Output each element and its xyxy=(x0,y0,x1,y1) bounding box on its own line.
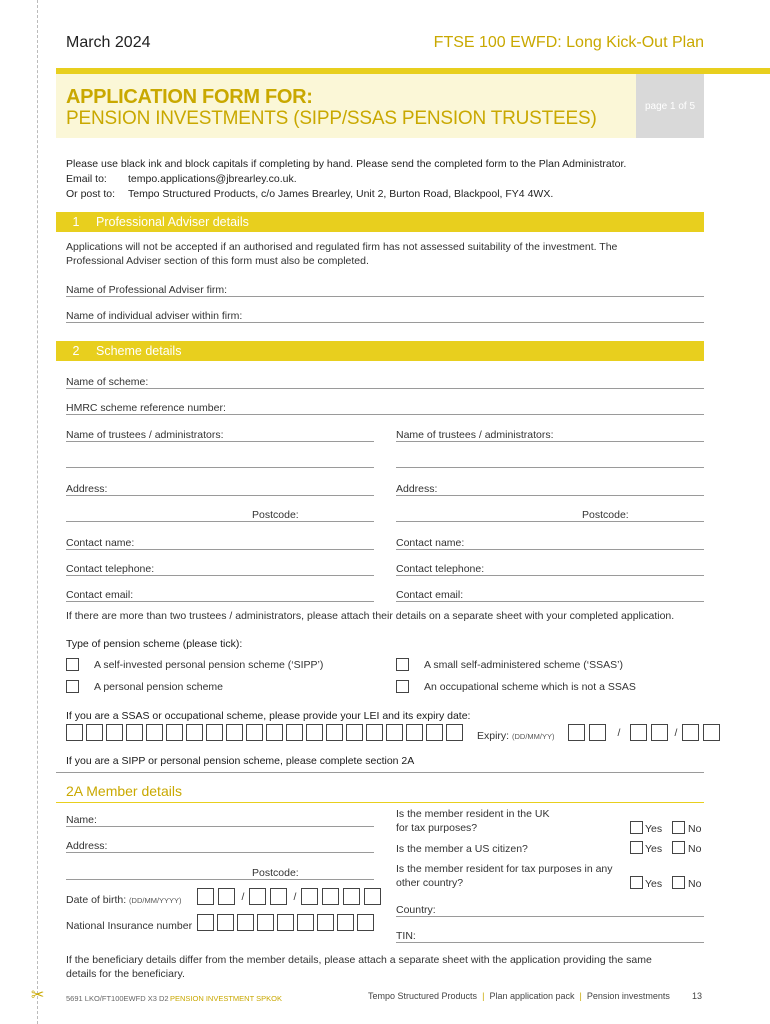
uk-resident-yes-checkbox[interactable] xyxy=(630,821,643,834)
dob-label xyxy=(66,893,182,908)
lei-cell[interactable] xyxy=(326,724,343,741)
section-2-header xyxy=(56,341,704,361)
us-citizen-no-label: No xyxy=(688,843,702,855)
dob-separator: / xyxy=(241,890,245,903)
trustee-1-address-label: Address: xyxy=(66,483,108,495)
header-date: March 2024 xyxy=(66,34,151,51)
trustee-1-telephone-field[interactable] xyxy=(66,575,374,576)
section-2a-rule xyxy=(56,802,704,803)
scheme-name-label: Name of scheme: xyxy=(66,376,149,388)
scheme-type-label: Type of pension scheme (please tick): xyxy=(66,638,243,650)
cut-line xyxy=(37,0,38,1024)
footer-page-number: 13 xyxy=(692,991,703,1001)
section-1-header xyxy=(56,212,704,232)
expiry-day-cell[interactable] xyxy=(589,724,606,741)
section-2-title: Scheme details xyxy=(96,344,182,358)
dob-separator: / xyxy=(293,890,297,903)
lei-cell[interactable] xyxy=(166,724,183,741)
pps-checkbox[interactable] xyxy=(66,680,79,693)
header-plan-name: FTSE 100 EWFD: Long Kick-Out Plan xyxy=(433,34,704,51)
uk-resident-yes-label: Yes xyxy=(645,823,663,835)
divider xyxy=(56,772,704,773)
uk-resident-question-line2: for tax purposes? xyxy=(396,822,478,834)
us-citizen-yes-checkbox[interactable] xyxy=(630,841,643,854)
trustee-1-email-field[interactable] xyxy=(66,601,374,602)
dob-format: (DD/MM/YYYY) xyxy=(129,896,182,905)
section-2a-title: 2A Member details xyxy=(66,783,182,799)
member-name-label: Name: xyxy=(66,814,97,826)
dob-year-cell[interactable] xyxy=(343,888,360,905)
other-tax-yes-checkbox[interactable] xyxy=(630,876,643,889)
sipp-option-label: A self-invested personal pension scheme (‘SIPP’) xyxy=(94,659,324,671)
lei-cell[interactable] xyxy=(286,724,303,741)
ni-number-cell[interactable] xyxy=(217,914,234,931)
other-tax-question-line1: Is the member resident for tax purposes in any xyxy=(396,863,613,875)
ni-number-cell[interactable] xyxy=(197,914,214,931)
country-label: Country: xyxy=(396,904,436,916)
member-postcode-label: Postcode: xyxy=(252,867,299,879)
member-name-field[interactable] xyxy=(66,826,374,827)
email-address[interactable]: tempo.applications@jbrearley.co.uk. xyxy=(128,173,297,185)
other-tax-no-label: No xyxy=(688,878,702,890)
form-title: APPLICATION FORM FOR: xyxy=(66,86,313,108)
lei-cell[interactable] xyxy=(386,724,403,741)
ni-number-cell[interactable] xyxy=(297,914,314,931)
expiry-label xyxy=(477,729,555,744)
scissors-icon: ✂ xyxy=(31,987,45,1004)
trustee-2-email-field[interactable] xyxy=(396,601,704,602)
hmrc-ref-field[interactable] xyxy=(66,414,704,415)
expiry-year-cell[interactable] xyxy=(703,724,720,741)
us-citizen-question: Is the member a US citizen? xyxy=(396,843,528,855)
tin-field[interactable] xyxy=(396,942,704,943)
expiry-month-cell[interactable] xyxy=(651,724,668,741)
lei-cell[interactable] xyxy=(186,724,203,741)
section-1-note-line1: Applications will not be accepted if an authorised and regulated firm has not assessed suitability of the investment. The xyxy=(66,241,618,253)
footer-doc-ref: PENSION INVESTMENT SPKOK xyxy=(170,994,282,1003)
dob-year-cell[interactable] xyxy=(322,888,339,905)
ni-number-cell[interactable] xyxy=(257,914,274,931)
trustee-1-email-label: Contact email: xyxy=(66,589,134,601)
section-1-title: Professional Adviser details xyxy=(96,215,249,229)
dob-label-text: Date of birth: xyxy=(66,894,127,906)
member-address-field[interactable] xyxy=(66,852,374,853)
lei-cell[interactable] xyxy=(146,724,163,741)
dob-month-cell[interactable] xyxy=(270,888,287,905)
country-field[interactable] xyxy=(396,916,704,917)
pps-option-label: A personal pension scheme xyxy=(94,681,223,693)
beneficiary-note xyxy=(66,953,652,981)
trustee-1-name-field[interactable] xyxy=(66,441,374,442)
member-address-label: Address: xyxy=(66,840,108,852)
expiry-format: (DD/MM/YY) xyxy=(512,732,555,741)
lei-cell[interactable] xyxy=(226,724,243,741)
us-citizen-yes-label: Yes xyxy=(645,843,663,855)
more-trustees-note: If there are more than two trustees / administrators, please attach their details on a separate sheet with your completed application. xyxy=(66,610,675,622)
trustee-2-address-field[interactable] xyxy=(396,495,704,496)
occupational-checkbox[interactable] xyxy=(396,680,409,693)
beneficiary-note-line2: details for the beneficiary. xyxy=(66,968,185,980)
ni-number-input[interactable] xyxy=(197,914,374,931)
trustee-2-contact-name-label: Contact name: xyxy=(396,537,465,549)
beneficiary-note-line1: If the beneficiary details differ from the member details, please attach a separate sheet with the application providing the same xyxy=(66,954,652,966)
lei-cell[interactable] xyxy=(266,724,283,741)
other-tax-question xyxy=(396,862,613,890)
trustee-2-name-field[interactable] xyxy=(396,441,704,442)
trustee-1-address-field[interactable] xyxy=(66,495,374,496)
expiry-month-cell[interactable] xyxy=(630,724,647,741)
trustee-2-name-label: Name of trustees / administrators: xyxy=(396,429,554,441)
intro-text xyxy=(66,157,626,202)
trustee-2-postcode-field[interactable] xyxy=(396,521,704,522)
lei-cell[interactable] xyxy=(86,724,103,741)
us-citizen-no-checkbox[interactable] xyxy=(672,841,685,854)
ssas-option-label: A small self-administered scheme (‘SSAS’) xyxy=(424,659,623,671)
dob-day-cell[interactable] xyxy=(218,888,235,905)
hmrc-ref-label: HMRC scheme reference number: xyxy=(66,402,226,414)
trustee-2-contact-name-field[interactable] xyxy=(396,549,704,550)
ni-number-cell[interactable] xyxy=(237,914,254,931)
expiry-day-cell[interactable] xyxy=(568,724,585,741)
postal-address: Tempo Structured Products, c/o James Brearley, Unit 2, Burton Road, Blackpool, FY4 4WX. xyxy=(128,188,554,200)
lei-input[interactable] xyxy=(66,724,463,741)
occupational-option-label: An occupational scheme which is not a SSAS xyxy=(424,681,636,693)
adviser-firm-field[interactable] xyxy=(66,296,704,297)
expiry-separator: / xyxy=(617,726,621,739)
trustee-2-telephone-label: Contact telephone: xyxy=(396,563,485,575)
lei-cell[interactable] xyxy=(366,724,383,741)
ni-number-label: National Insurance number xyxy=(66,920,193,932)
scheme-name-field[interactable] xyxy=(66,388,704,389)
other-tax-no-checkbox[interactable] xyxy=(672,876,685,889)
expiry-label-text: Expiry: xyxy=(477,730,510,742)
footer-section: Pension investments xyxy=(586,991,670,1001)
lei-cell[interactable] xyxy=(306,724,323,741)
sipp-checkbox[interactable] xyxy=(66,658,79,671)
lei-cell[interactable] xyxy=(106,724,123,741)
lei-cell[interactable] xyxy=(406,724,423,741)
lei-cell[interactable] xyxy=(66,724,83,741)
uk-resident-no-checkbox[interactable] xyxy=(672,821,685,834)
trustee-1-contact-name-field[interactable] xyxy=(66,549,374,550)
trustee-2-name-field-2[interactable] xyxy=(396,467,704,468)
uk-resident-no-label: No xyxy=(688,823,702,835)
lei-cell[interactable] xyxy=(426,724,443,741)
expiry-year-cell[interactable] xyxy=(682,724,699,741)
dob-input[interactable] xyxy=(197,888,383,905)
dob-year-cell[interactable] xyxy=(364,888,381,905)
trustee-2-email-label: Contact email: xyxy=(396,589,464,601)
ni-number-cell[interactable] xyxy=(317,914,334,931)
dob-month-cell[interactable] xyxy=(249,888,266,905)
email-label: Email to: xyxy=(66,173,107,185)
footer-breadcrumb: Tempo Structured Products | Plan application pack | Pension investments xyxy=(368,991,670,1001)
trustee-1-name-field-2[interactable] xyxy=(66,467,374,468)
footer-brand: Tempo Structured Products xyxy=(368,991,478,1001)
lei-cell[interactable] xyxy=(126,724,143,741)
ni-number-cell[interactable] xyxy=(337,914,354,931)
lei-label: If you are a SSAS or occupational scheme, please provide your LEI and its expiry date: xyxy=(66,710,471,722)
sipp-note: If you are a SIPP or personal pension scheme, please complete section 2A xyxy=(66,755,415,767)
ni-number-cell[interactable] xyxy=(277,914,294,931)
other-tax-yes-label: Yes xyxy=(645,878,663,890)
lei-cell[interactable] xyxy=(446,724,463,741)
ni-number-cell[interactable] xyxy=(357,914,374,931)
trustee-1-postcode-field[interactable] xyxy=(66,521,374,522)
trustee-2-address-label: Address: xyxy=(396,483,438,495)
expiry-input[interactable] xyxy=(568,724,722,741)
trustee-1-telephone-label: Contact telephone: xyxy=(66,563,155,575)
ssas-checkbox[interactable] xyxy=(396,658,409,671)
lei-cell[interactable] xyxy=(346,724,363,741)
trustee-1-postcode-label: Postcode: xyxy=(252,509,299,521)
lei-cell[interactable] xyxy=(206,724,223,741)
tin-label: TIN: xyxy=(396,930,416,942)
expiry-separator: / xyxy=(674,726,678,739)
section-1-number: 1 xyxy=(72,215,80,229)
uk-resident-question xyxy=(396,807,550,835)
form-subtitle: PENSION INVESTMENTS (SIPP/SSAS PENSION TRUSTEES) xyxy=(66,108,597,129)
uk-resident-question-line1: Is the member resident in the UK xyxy=(396,808,550,820)
adviser-name-field[interactable] xyxy=(66,322,704,323)
member-postcode-field[interactable] xyxy=(66,879,374,880)
post-label: Or post to: xyxy=(66,188,116,200)
section-2-number: 2 xyxy=(72,344,80,358)
footer-code: 5691 LKO/FT100EWFD X3 D2 xyxy=(66,994,169,1003)
trustee-1-contact-name-label: Contact name: xyxy=(66,537,135,549)
page-indicator: page 1 of 5 xyxy=(636,74,704,138)
trustee-1-name-label: Name of trustees / administrators: xyxy=(66,429,224,441)
trustee-2-postcode-label: Postcode: xyxy=(582,509,629,521)
section-1-note-line2: Professional Adviser section of this form must also be completed. xyxy=(66,255,369,267)
trustee-2-telephone-field[interactable] xyxy=(396,575,704,576)
dob-day-cell[interactable] xyxy=(197,888,214,905)
footer-pack: Plan application pack xyxy=(489,991,575,1001)
section-1-note xyxy=(66,240,617,268)
lei-cell[interactable] xyxy=(246,724,263,741)
intro-instructions: Please use black ink and block capitals if completing by hand. Please send the completed form to the Plan Administrator. xyxy=(66,158,627,170)
dob-year-cell[interactable] xyxy=(301,888,318,905)
adviser-name-label: Name of individual adviser within firm: xyxy=(66,310,243,322)
adviser-firm-label: Name of Professional Adviser firm: xyxy=(66,284,228,296)
other-tax-question-line2: other country? xyxy=(396,877,464,889)
